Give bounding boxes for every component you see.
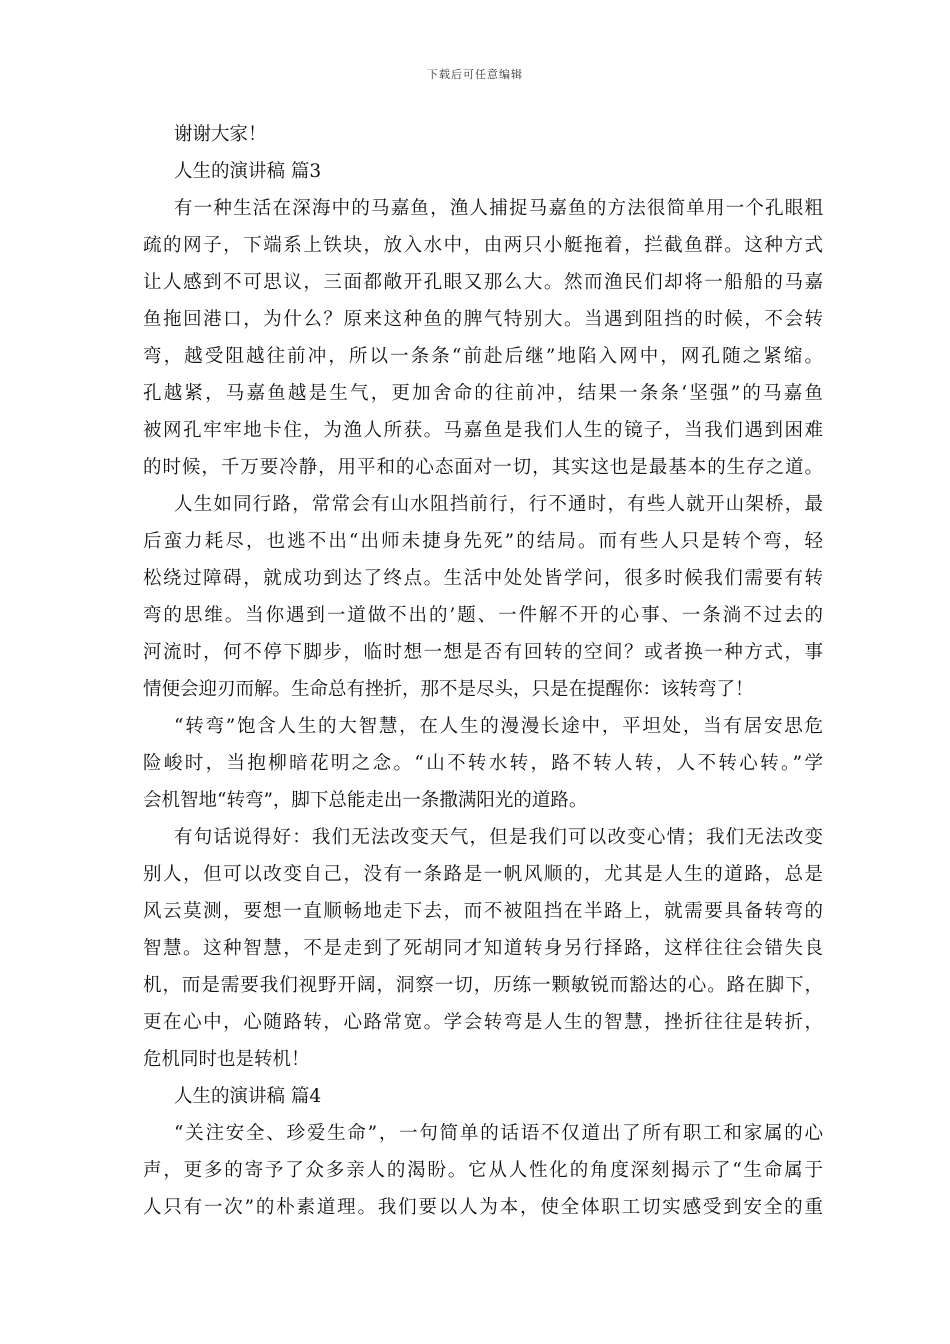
- text-line: 情便会迎刃而解。生命总有挫折，那不是尽头，只是在提醒你：该转弯了！: [143, 679, 754, 700]
- text-line: 孔越紧，马嘉鱼越是生气，更加舍命的往前冲，结果一条条‘坚强”的马嘉鱼: [143, 383, 823, 404]
- text-line: 弯的思维。当你遇到一道做不出的’题、一件解不开的心事、一条淌不过去的: [143, 605, 823, 626]
- text-line: “关注安全、珍爱生命”，一句简单的话语不仅道出了所有职工和家属的心: [174, 1123, 823, 1144]
- text-line: 险峻时，当抱柳暗花明之念。“山不转水转，路不转人转，人不转心转。”学: [143, 753, 823, 774]
- text-line: 有一种生活在深海中的马嘉鱼，渔人捕捉马嘉鱼的方法很简单用一个孔眼粗: [174, 198, 823, 219]
- text-line: 别人，但可以改变自己，没有一条路是一帆风顺的，尤其是人生的道路，总是: [143, 864, 823, 885]
- text-line: 弯，越受阻越往前冲，所以一条条“前赴后继”地陷入网中，网孔随之紧缩。: [143, 346, 823, 367]
- text-line: 谢谢大家！: [174, 124, 267, 145]
- text-line: 的时候，千万要冷静，用平和的心态面对一切，其实这也是最基本的生存之道。: [143, 457, 823, 478]
- text-line: “转弯”饱含人生的大智慧，在人生的漫漫长途中，平坦处，当有居安思危: [174, 716, 823, 737]
- text-line: 松绕过障碍，就成功到达了终点。生活中处处皆学问，很多时候我们需要有转: [143, 568, 823, 589]
- page-header: 下载后可任意编辑: [427, 68, 523, 81]
- text-line: 人只有一次”的朴素道理。我们要以人为本，使全体职工切实感受到安全的重: [143, 1197, 823, 1218]
- section-heading: 人生的演讲稿 篇3: [174, 161, 322, 182]
- section-heading: 人生的演讲稿 篇4: [174, 1086, 322, 1107]
- text-line: 智慧。这种智慧，不是走到了死胡同才知道转身另行择路，这样往往会错失良: [143, 938, 823, 959]
- text-line: 人生如同行路，常常会有山水阻挡前行，行不通时，有些人就开山架桥，最: [174, 494, 823, 515]
- text-line: 更在心中，心随路转，心路常宽。学会转弯是人生的智慧，挫折往往是转折，: [143, 1012, 823, 1033]
- text-line: 机，而是需要我们视野开阔，洞察一切，历练一颗敏锐而豁达的心。路在脚下，: [143, 975, 823, 996]
- text-line: 疏的网子，下端系上铁块，放入水中，由两只小艇拖着，拦截鱼群。这种方式: [143, 235, 823, 256]
- text-line: 后蛮力耗尽，也逃不出“出师未捷身先死”的结局。而有些人只是转个弯，轻: [143, 531, 823, 552]
- text-line: 让人感到不可思议，三面都敞开孔眼又那么大。然而渔民们却将一船船的马嘉: [143, 272, 823, 293]
- text-line: 被网孔牢牢地卡住，为渔人所获。马嘉鱼是我们人生的镜子，当我们遇到困难: [143, 420, 823, 441]
- text-line: 风云莫测，要想一直顺畅地走下去，而不被阻挡在半路上，就需要具备转弯的: [143, 901, 823, 922]
- text-line: 声，更多的寄予了众多亲人的渴盼。它从人性化的角度深刻揭示了“生命属于: [143, 1160, 823, 1181]
- text-line: 有句话说得好：我们无法改变天气，但是我们可以改变心情；我们无法改变: [174, 827, 823, 848]
- text-line: 河流时，何不停下脚步，临时想一想是否有回转的空间？或者换一种方式，事: [143, 642, 823, 663]
- text-line: 会机智地“转弯”，脚下总能走出一条撒满阳光的道路。: [143, 790, 588, 811]
- text-line: 鱼拖回港口，为什么？原来这种鱼的脾气特别大。当遇到阻挡的时候，不会转: [143, 309, 823, 330]
- text-line: 危机同时也是转机！: [143, 1049, 310, 1070]
- document-body: [143, 116, 823, 1226]
